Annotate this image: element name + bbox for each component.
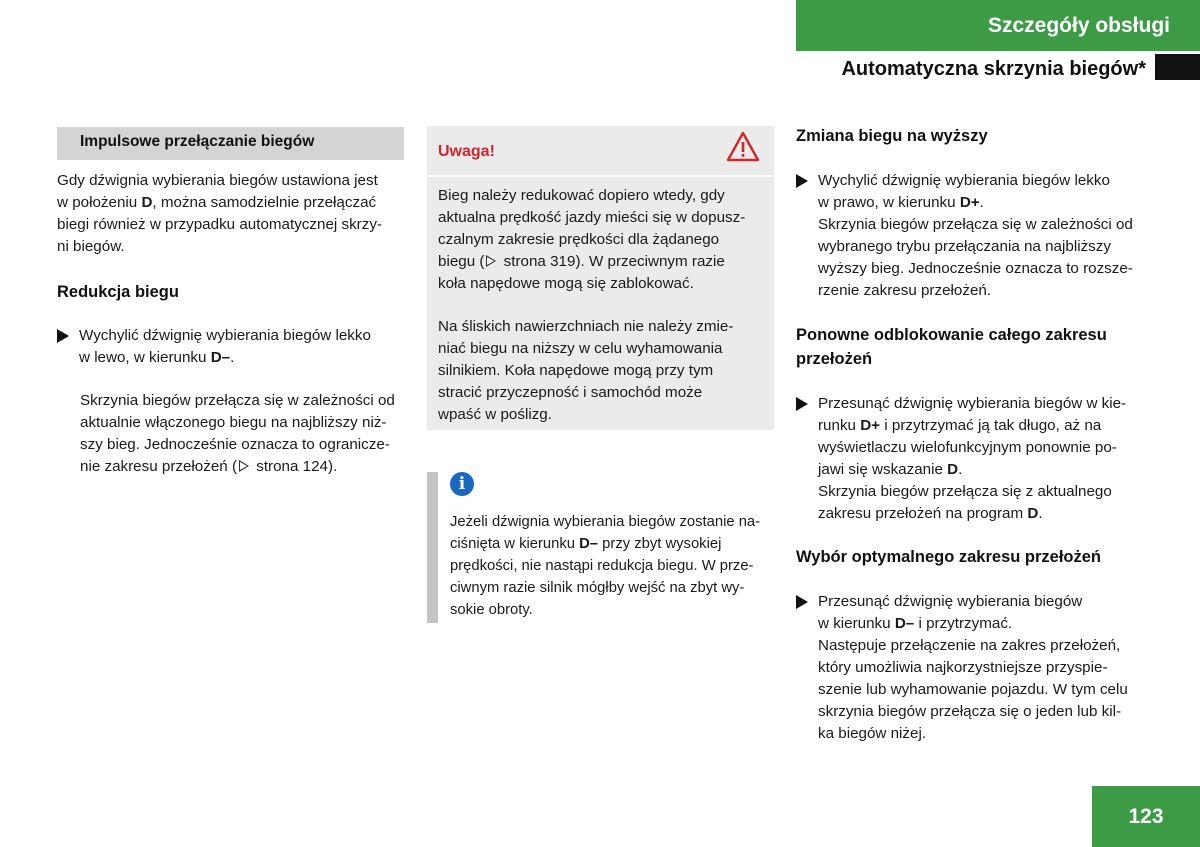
step-optimal-range: Przesunąć dźwignię wybierania biegów w kierunku D– i przytrzymać. Następuje przełączenie na zakres przełożeń, który umożliwia najkorzystniejsze przyspie- szenie lub wyhamowanie pojazdu. W tym celu skrzynia biegów przełącza się o jeden lub kil- ka biegów niżej. xyxy=(796,591,1156,745)
heading-upshift: Zmiana biegu na wyższy xyxy=(796,127,988,145)
step-arrow-icon xyxy=(796,595,808,609)
warning-paragraph-2: Na śliskich nawierzchniach nie należy zmie- niać biegu na niższy w celu wyhamowania silnikiem. Koła napędowe mogą przy tym stracić przyczepność i samochód może wpaść w poślizg. xyxy=(438,318,734,423)
section-banner xyxy=(796,0,1200,51)
info-icon: i xyxy=(450,472,474,496)
intro-paragraph: Gdy dźwignia wybierania biegów ustawiona jest w położeniu D, można samodzielnie przełączać biegi również w przypadku automatycznej skrzy- ni biegów. xyxy=(57,172,382,255)
heading-unlock-range: Ponowne odblokowanie całego zakresu przełożeń xyxy=(796,326,1107,368)
page-number: 123 xyxy=(1128,804,1164,828)
page-ref-icon xyxy=(486,255,496,267)
info-sidebar xyxy=(427,472,438,623)
section-title: Szczegóły obsługi xyxy=(987,13,1170,37)
warning-paragraph-1: Bieg należy redukować dopiero wtedy, gdy aktualna prędkość jazdy mieści się w dopusz- czalnym zakresie prędkości dla żądanego biegu ( strona 319). W przeciwnym razie koła napędowe mogą się zablokować. xyxy=(438,187,746,292)
step-arrow-icon xyxy=(796,397,808,411)
page-number-box xyxy=(1092,786,1200,847)
step-downshift: Wychylić dźwignię wybierania biegów lekko w lewo, w kierunku D–. xyxy=(57,325,407,369)
warning-title: Uwaga! xyxy=(438,143,495,160)
result-downshift: Skrzynia biegów przełącza się w zależności od aktualnie włączonego biegu na najbliższy niż- szy bieg. Jednocześnie oznacza to ogranicze- nie zakresu przełożeń ( strona 124). xyxy=(80,392,395,475)
divider xyxy=(427,175,774,177)
section-heading-impulse: Impulsowe przełączanie biegów xyxy=(57,127,404,160)
chapter-marker xyxy=(1155,54,1200,80)
step-unlock-range: Przesunąć dźwignię wybierania biegów w kie- runku D+ i przytrzymać ją tak długo, aż na wyświetlaczu wielofunkcyjnym ponownie po- jawi się wskazanie D. Skrzynia biegów przełącza się z aktualnego zakresu przełożeń na program D. xyxy=(796,393,1156,525)
heading-downshift: Redukcja biegu xyxy=(57,283,179,301)
step-arrow-icon xyxy=(57,329,69,343)
heading-optimal-range: Wybór optymalnego zakresu przełożeń xyxy=(796,548,1102,566)
warning-triangle-icon xyxy=(726,131,760,163)
page-ref-icon xyxy=(239,460,249,472)
chapter-title: Automatyczna skrzynia biegów* xyxy=(841,58,1146,80)
step-arrow-icon xyxy=(796,174,808,188)
info-paragraph: Jeżeli dźwignia wybierania biegów zostanie na- ciśnięta w kierunku D– przy zbyt wysokiej prędkości, nie nastąpi redukcja biegu. W prze- ciwnym razie silnik mógłby wejść na zbyt wy- sokie obroty. xyxy=(450,514,761,618)
step-upshift: Wychylić dźwignię wybierania biegów lekko w prawo, w kierunku D+. Skrzynia biegów przełącza się w zależności od wybranego trybu przełączania na najbliższy wyższy bieg. Jednocześnie oznacza to rozsze- rzenie zakresu przełożeń. xyxy=(796,170,1156,302)
